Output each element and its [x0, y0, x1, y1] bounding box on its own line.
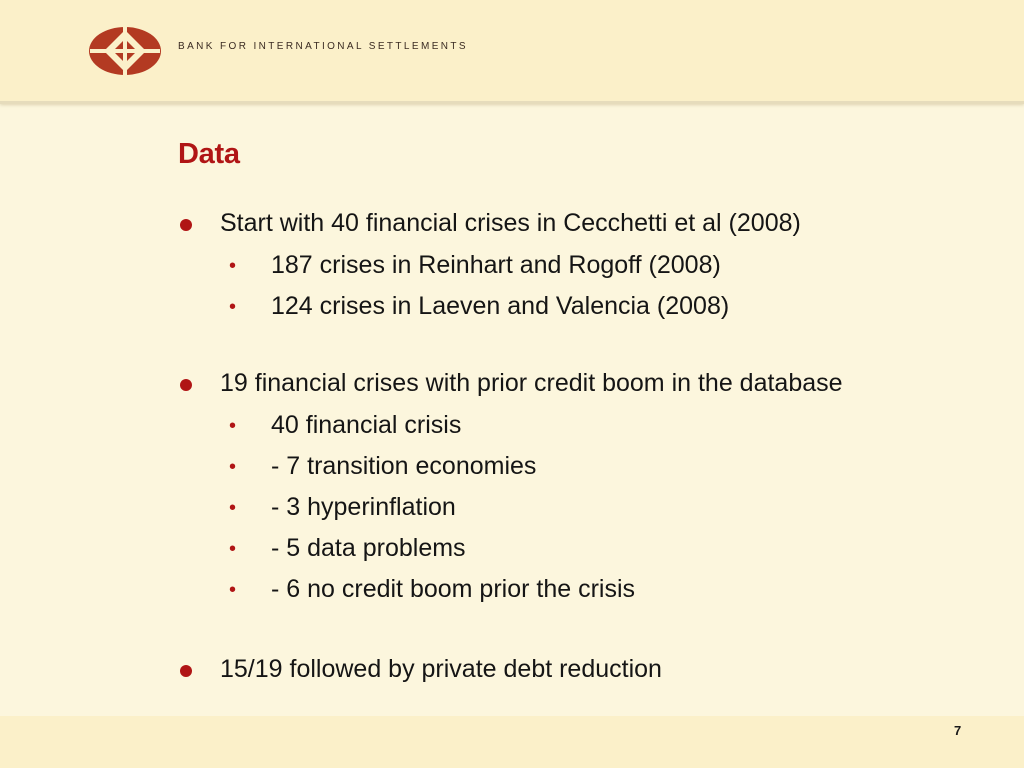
- bullet-dot: [180, 219, 192, 231]
- bis-logo-icon: [88, 26, 162, 76]
- sub-bullet-item: 124 crises in Laeven and Valencia (2008): [271, 292, 730, 320]
- footer-bar: [0, 716, 1024, 768]
- sub-bullet-item: - 6 no credit boom prior the crisis: [271, 575, 636, 603]
- organization-name: BANK FOR INTERNATIONAL SETTLEMENTS: [178, 41, 468, 52]
- sub-bullet-item: - 3 hyperinflation: [271, 493, 456, 521]
- sub-bullet-marker: •: [229, 497, 237, 519]
- page-number: 7: [954, 723, 962, 738]
- sub-bullet-marker: •: [229, 456, 237, 478]
- sub-bullet-item: 40 financial crisis: [271, 411, 462, 439]
- sub-bullet-marker: •: [229, 255, 237, 277]
- sub-bullet-marker: •: [229, 538, 237, 560]
- sub-bullet-item: - 5 data problems: [271, 534, 466, 562]
- slide-title: Data: [178, 138, 240, 170]
- bullet-dot: [180, 379, 192, 391]
- bullet-item: Start with 40 financial crises in Cecchetti et al (2008): [220, 209, 801, 237]
- sub-bullet-marker: •: [229, 296, 237, 318]
- sub-bullet-marker: •: [229, 415, 237, 437]
- bullet-item: 15/19 followed by private debt reduction: [220, 655, 662, 683]
- sub-bullet-item: - 7 transition economies: [271, 452, 537, 480]
- bullet-dot: [180, 665, 192, 677]
- bullet-item: 19 financial crises with prior credit boom in the database: [220, 369, 843, 397]
- sub-bullet-item: 187 crises in Reinhart and Rogoff (2008): [271, 251, 721, 279]
- sub-bullet-marker: •: [229, 579, 237, 601]
- header-divider: [0, 101, 1024, 104]
